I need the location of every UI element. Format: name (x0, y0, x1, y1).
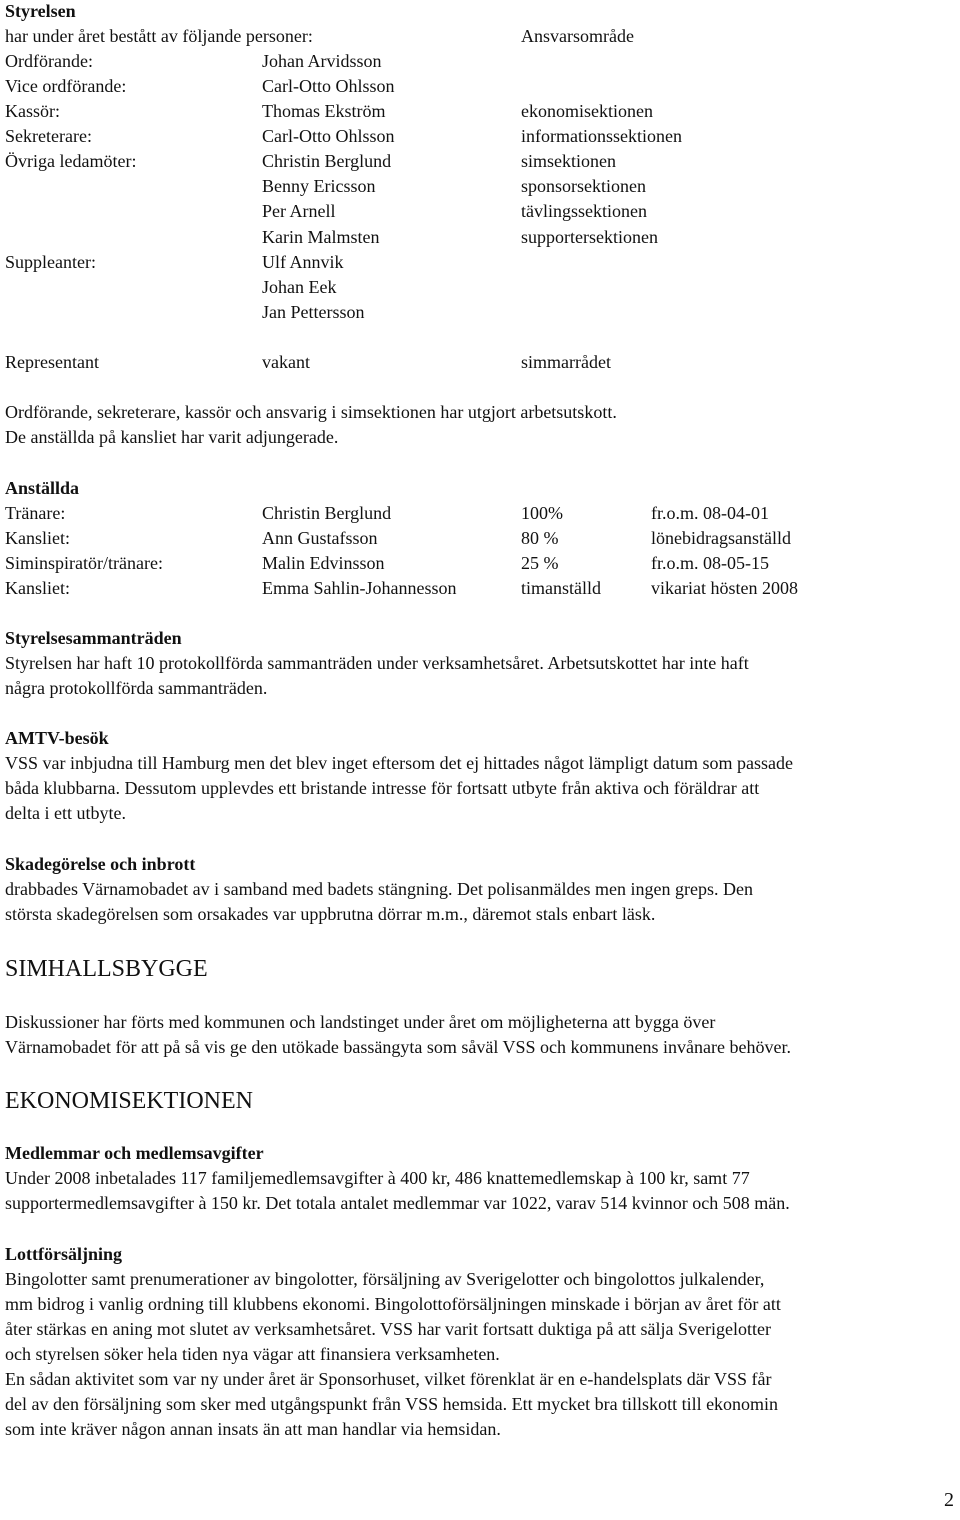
board-area: tävlingssektionen (521, 201, 647, 221)
staff-extent: timanställd (521, 578, 601, 598)
board-name: Johan Arvidsson (262, 51, 382, 71)
board-name: Karin Malmsten (262, 227, 380, 247)
staff-extent: 80 % (521, 528, 559, 548)
board-name: Carl-Otto Ohlsson (262, 126, 395, 146)
staff-role: Tränare: (5, 503, 66, 523)
staff-extent: 25 % (521, 553, 559, 573)
board-role: Suppleanter: (5, 252, 96, 272)
section-heading-simhallsbygge: SIMHALLSBYGGE (5, 956, 208, 982)
section-heading-medlemmar: Medlemmar och medlemsavgifter (5, 1143, 264, 1163)
board-area: sponsorsektionen (521, 176, 646, 196)
staff-note: lönebidragsanställd (651, 528, 791, 548)
board-area: simsektionen (521, 151, 616, 171)
staff-name: Emma Sahlin-Johannesson (262, 578, 457, 598)
board-role: Övriga ledamöter: (5, 151, 137, 171)
arbetsutskott-note: Ordförande, sekreterare, kassör och ansvarig i simsektionen har utgjort arbetsutskott. (5, 402, 617, 422)
area-column-header: Ansvarsområde (521, 26, 634, 46)
staff-extent: 100% (521, 503, 563, 523)
section-heading-lottforsaljning: Lottförsäljning (5, 1244, 122, 1264)
section-heading-ekonomisektionen: EKONOMISEKTIONEN (5, 1088, 253, 1114)
section-heading-styrelsen: Styrelsen (5, 1, 76, 21)
staff-role: Kansliet: (5, 528, 70, 548)
staff-note: vikariat hösten 2008 (651, 578, 798, 598)
staff-name: Malin Edvinsson (262, 553, 385, 573)
board-role: Vice ordförande: (5, 76, 127, 96)
staff-note: fr.o.m. 08-04-01 (651, 503, 769, 523)
paragraph-line: Bingolotter samt prenumerationer av bingolotter, försäljning av Sverigelotter och bingolottos julkalender, (5, 1269, 765, 1289)
paragraph-line: Under 2008 inbetalades 117 familjemedlemsavgifter à 400 kr, 486 knattemedlemskap à 100 kr, samt 77 (5, 1168, 750, 1188)
section-heading-amtv: AMTV-besök (5, 728, 109, 748)
board-role: Ordförande: (5, 51, 93, 71)
styrelsen-intro: har under året bestått av följande personer: (5, 26, 313, 46)
paragraph-line: del av den försäljning som sker med utgångspunkt från VSS hemsida. Ett mycket bra tillskott till ekonomin (5, 1394, 779, 1414)
section-heading-sammantraden: Styrelsesammanträden (5, 628, 182, 648)
paragraph-line: Diskussioner har förts med kommunen och landstinget under året om möjligheterna att bygga över (5, 1012, 716, 1032)
paragraph-line: och styrelsen söker hela tiden nya vägar att finansiera verksamheten. (5, 1344, 500, 1364)
adjungerade-note: De anställda på kansliet har varit adjungerade. (5, 427, 339, 447)
paragraph-line: delta i ett utbyte. (5, 803, 126, 823)
paragraph-line: Styrelsen har haft 10 protokollförda sammanträden under verksamhetsåret. Arbetsutskottet har inte haft (5, 653, 749, 673)
staff-name: Christin Berglund (262, 503, 392, 523)
board-name: Per Arnell (262, 201, 336, 221)
staff-role: Siminspiratör/tränare: (5, 553, 163, 573)
paragraph-line: drabbades Värnamobadet av i samband med badets stängning. Det polisanmäldes men ingen greps. Den (5, 879, 753, 899)
paragraph-line: VSS var inbjudna till Hamburg men det blev inget eftersom det ej hittades något lämpligt datum som passade (5, 753, 794, 773)
paragraph-line: största skadegörelsen som orsakades var uppbrutna dörrar m.m., däremot stals enbart läsk. (5, 904, 656, 924)
staff-name: Ann Gustafsson (262, 528, 378, 548)
paragraph-line: mm bidrog i vanlig ordning till klubbens ekonomi. Bingolottoförsäljningen minskade i början av året för att (5, 1294, 781, 1314)
representant-area: simmarrådet (521, 352, 611, 372)
paragraph-line: båda klubbarna. Dessutom upplevdes ett bristande intresse för fortsatt utbyte från aktiva och föräldrar att (5, 778, 760, 798)
paragraph-line: En sådan aktivitet som var ny under året är Sponsorhuset, vilket förenklat är en e-handelsplats där VSS får (5, 1369, 772, 1389)
board-role: Kassör: (5, 101, 60, 121)
board-area: ekonomisektionen (521, 101, 653, 121)
paragraph-line: som inte kräver någon annan insats än att man handlar via hemsidan. (5, 1419, 501, 1439)
board-name: Johan Eek (262, 277, 337, 297)
board-name: Carl-Otto Ohlsson (262, 76, 395, 96)
paragraph-line: åter stärkas en aning mot slutet av verksamhetsåret. VSS har varit fortsatt duktiga på att sälja Sverigelotter (5, 1319, 771, 1339)
board-role: Sekreterare: (5, 126, 92, 146)
paragraph-line: supportermedlemsavgifter à 150 kr. Det totala antalet medlemmar var 1022, varav 514 kvinnor och 508 män. (5, 1193, 790, 1213)
board-name: Christin Berglund (262, 151, 392, 171)
board-name: Jan Pettersson (262, 302, 365, 322)
board-name: Ulf Annvik (262, 252, 344, 272)
board-area: informationssektionen (521, 126, 682, 146)
board-name: Benny Ericsson (262, 176, 376, 196)
paragraph-line: några protokollförda sammanträden. (5, 678, 268, 698)
representant-name: vakant (262, 352, 310, 372)
board-area: supportersektionen (521, 227, 658, 247)
representant-role: Representant (5, 352, 99, 372)
board-name: Thomas Ekström (262, 101, 386, 121)
section-heading-skadegorelse: Skadegörelse och inbrott (5, 854, 196, 874)
page-number: 2 (944, 1489, 954, 1511)
staff-role: Kansliet: (5, 578, 70, 598)
section-heading-anstallda: Anställda (5, 478, 80, 498)
staff-note: fr.o.m. 08-05-15 (651, 553, 769, 573)
paragraph-line: Värnamobadet för att på så vis ge den utökade bassängyta som såväl VSS och kommunens invånare behöver. (5, 1037, 791, 1057)
